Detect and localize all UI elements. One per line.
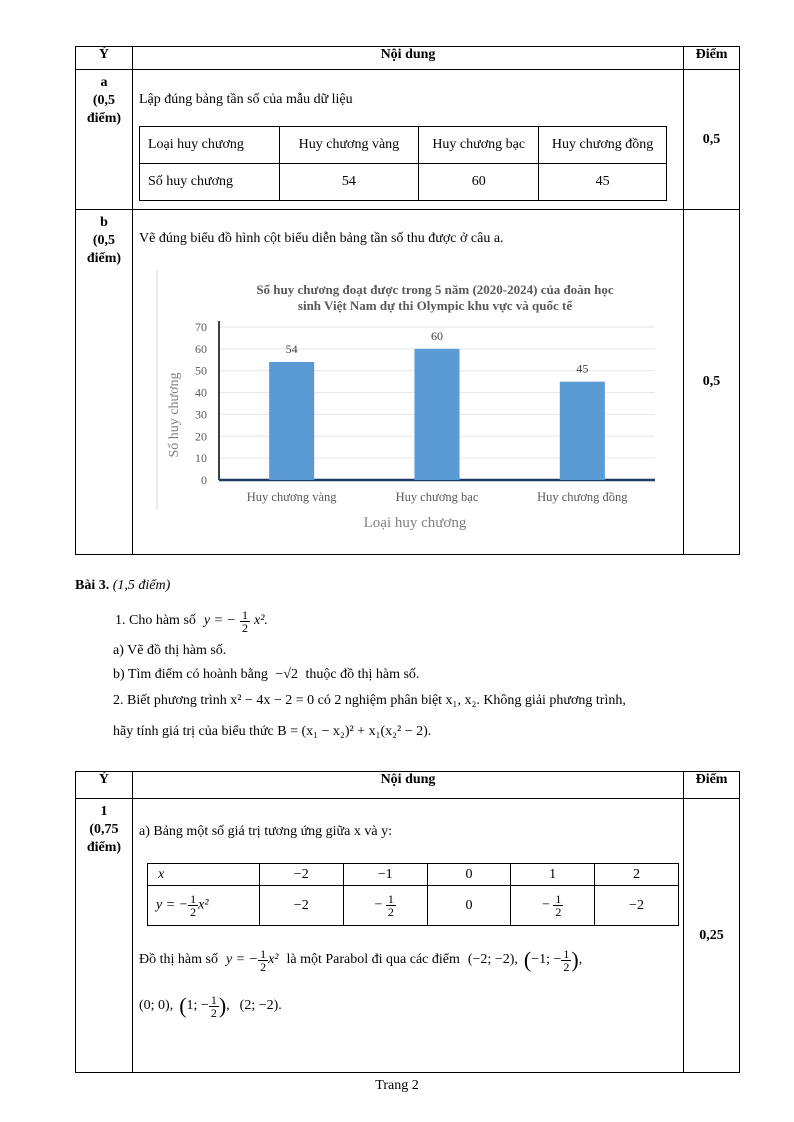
problem-3-item-2-line-1: 2. Biết phương trình x² − 4x − 2 = 0 có 2 nghiệm phân biệt x₁, x₂. Không giải phương trình,: [113, 693, 626, 708]
y-tick-label: 60: [195, 341, 207, 356]
y-tick-label: 10: [195, 451, 207, 466]
header-y: Ý: [76, 47, 133, 70]
graph-description-line-2: (0; 0), (1; − $\frac{1}{2}$ ), (2; −2).: [139, 992, 282, 1020]
problem-3-item-2-line-2: hãy tính giá trị của biểu thức B = (x₁ − x₂)² + x₁(x₂² − 2).: [113, 724, 432, 739]
problem-3-item-a: a) Vẽ đồ thị hàm số.: [113, 643, 227, 658]
y-tick-label: 20: [195, 429, 207, 444]
chart-title-line1: Số huy chương đoạt được trong 5 năm (2020-2024) của đoàn học: [256, 282, 614, 297]
freq-cat-gold: Huy chương vàng: [279, 127, 419, 164]
x-value-5: 2: [595, 864, 679, 886]
row-1-intro: a) Bảng một số giá trị tương ứng giữa x và y:: [139, 824, 392, 839]
row-a-label: a (0,5 điểm): [76, 70, 133, 210]
y-tick-label: 30: [195, 407, 207, 422]
freq-cat-silver: Huy chương bạc: [419, 127, 539, 164]
values-table: [147, 863, 679, 926]
bar: [269, 362, 314, 480]
x-tick-label: Huy chương vàng: [246, 490, 337, 504]
row-b-label: b (0,5 điểm): [76, 210, 133, 555]
bar: [560, 382, 605, 480]
values-x-label: x: [148, 864, 260, 886]
fraction-one-half: $\frac{1}{2}$: [242, 607, 248, 635]
frequency-table: [139, 126, 667, 201]
row-b-text: Vẽ đúng biểu đồ hình cột biểu diễn bảng tần số thu được ở câu a.: [139, 231, 504, 246]
row-1-label: 1 (0,75 điểm): [76, 799, 133, 1073]
row-1-score: 0,25: [684, 799, 740, 1073]
bar-data-label: 54: [285, 341, 298, 356]
x-value-1: −2: [259, 864, 343, 886]
header-content: Nội dung: [132, 47, 683, 70]
bar-data-label: 45: [576, 361, 589, 376]
x-tick-label: Huy chương đồng: [537, 490, 628, 504]
y-tick-label: 70: [195, 320, 207, 334]
row-b-score: 0,5: [684, 210, 740, 555]
chart-title-line2: sinh Việt Nam dự thi Olympic khu vực và quốc tế: [297, 298, 573, 313]
values-y-label: y = − $\frac{1}{2}$ x²: [148, 886, 260, 926]
freq-count-silver: 60: [419, 164, 539, 201]
header-score: Điểm: [684, 47, 740, 70]
header2-content: Nội dung: [132, 772, 683, 799]
x-value-2: −1: [343, 864, 427, 886]
page-footer: Trang 2: [375, 1078, 419, 1093]
freq-count-gold: 54: [279, 164, 419, 201]
y-value-5: −2: [595, 886, 679, 926]
freq-count-bronze: 45: [539, 164, 667, 201]
x-value-4: 1: [511, 864, 595, 886]
x-tick-label: Huy chương bạc: [395, 490, 479, 504]
row-a-text: Lập đúng bảng tần số của mẫu dữ liệu: [139, 92, 353, 107]
problem-3-heading: Bài 3. (1,5 điểm): [75, 578, 171, 593]
y-value-4: − $\frac{1}{2}$: [511, 886, 595, 926]
y-tick-label: 50: [195, 363, 207, 378]
y-tick-label: 0: [201, 473, 207, 487]
row-a-score: 0,5: [684, 70, 740, 210]
freq-header-category: Loại huy chương: [140, 127, 280, 164]
bar-data-label: 60: [431, 328, 443, 343]
header2-y: Ý: [76, 772, 133, 799]
y-value-3: 0: [427, 886, 511, 926]
chart-x-axis-label: Loại huy chương: [363, 515, 467, 531]
freq-header-count: Số huy chương: [140, 164, 280, 201]
freq-cat-bronze: Huy chương đồng: [539, 127, 667, 164]
y-value-2: − $\frac{1}{2}$: [343, 886, 427, 926]
y-value-1: −2: [259, 886, 343, 926]
bar: [414, 349, 459, 480]
problem-3-item-1: 1. Cho hàm số y = − $\frac{1}{2}$ x².: [115, 607, 268, 635]
header2-score: Điểm: [684, 772, 740, 799]
medal-bar-chart: [156, 270, 668, 540]
graph-description-line-1: Đồ thị hàm số y = − $\frac{1}{2}$ x² là một Parabol đi qua các điểm (−2; −2), (−1; − $\frac{1}{2}$ ),: [139, 946, 583, 974]
x-value-3: 0: [427, 864, 511, 886]
y-tick-label: 40: [195, 385, 207, 400]
chart-y-axis-label: Số huy chương: [167, 372, 182, 458]
problem-3-item-b: b) Tìm điểm có hoành bằng −√2 thuộc đồ thị hàm số.: [113, 667, 420, 682]
